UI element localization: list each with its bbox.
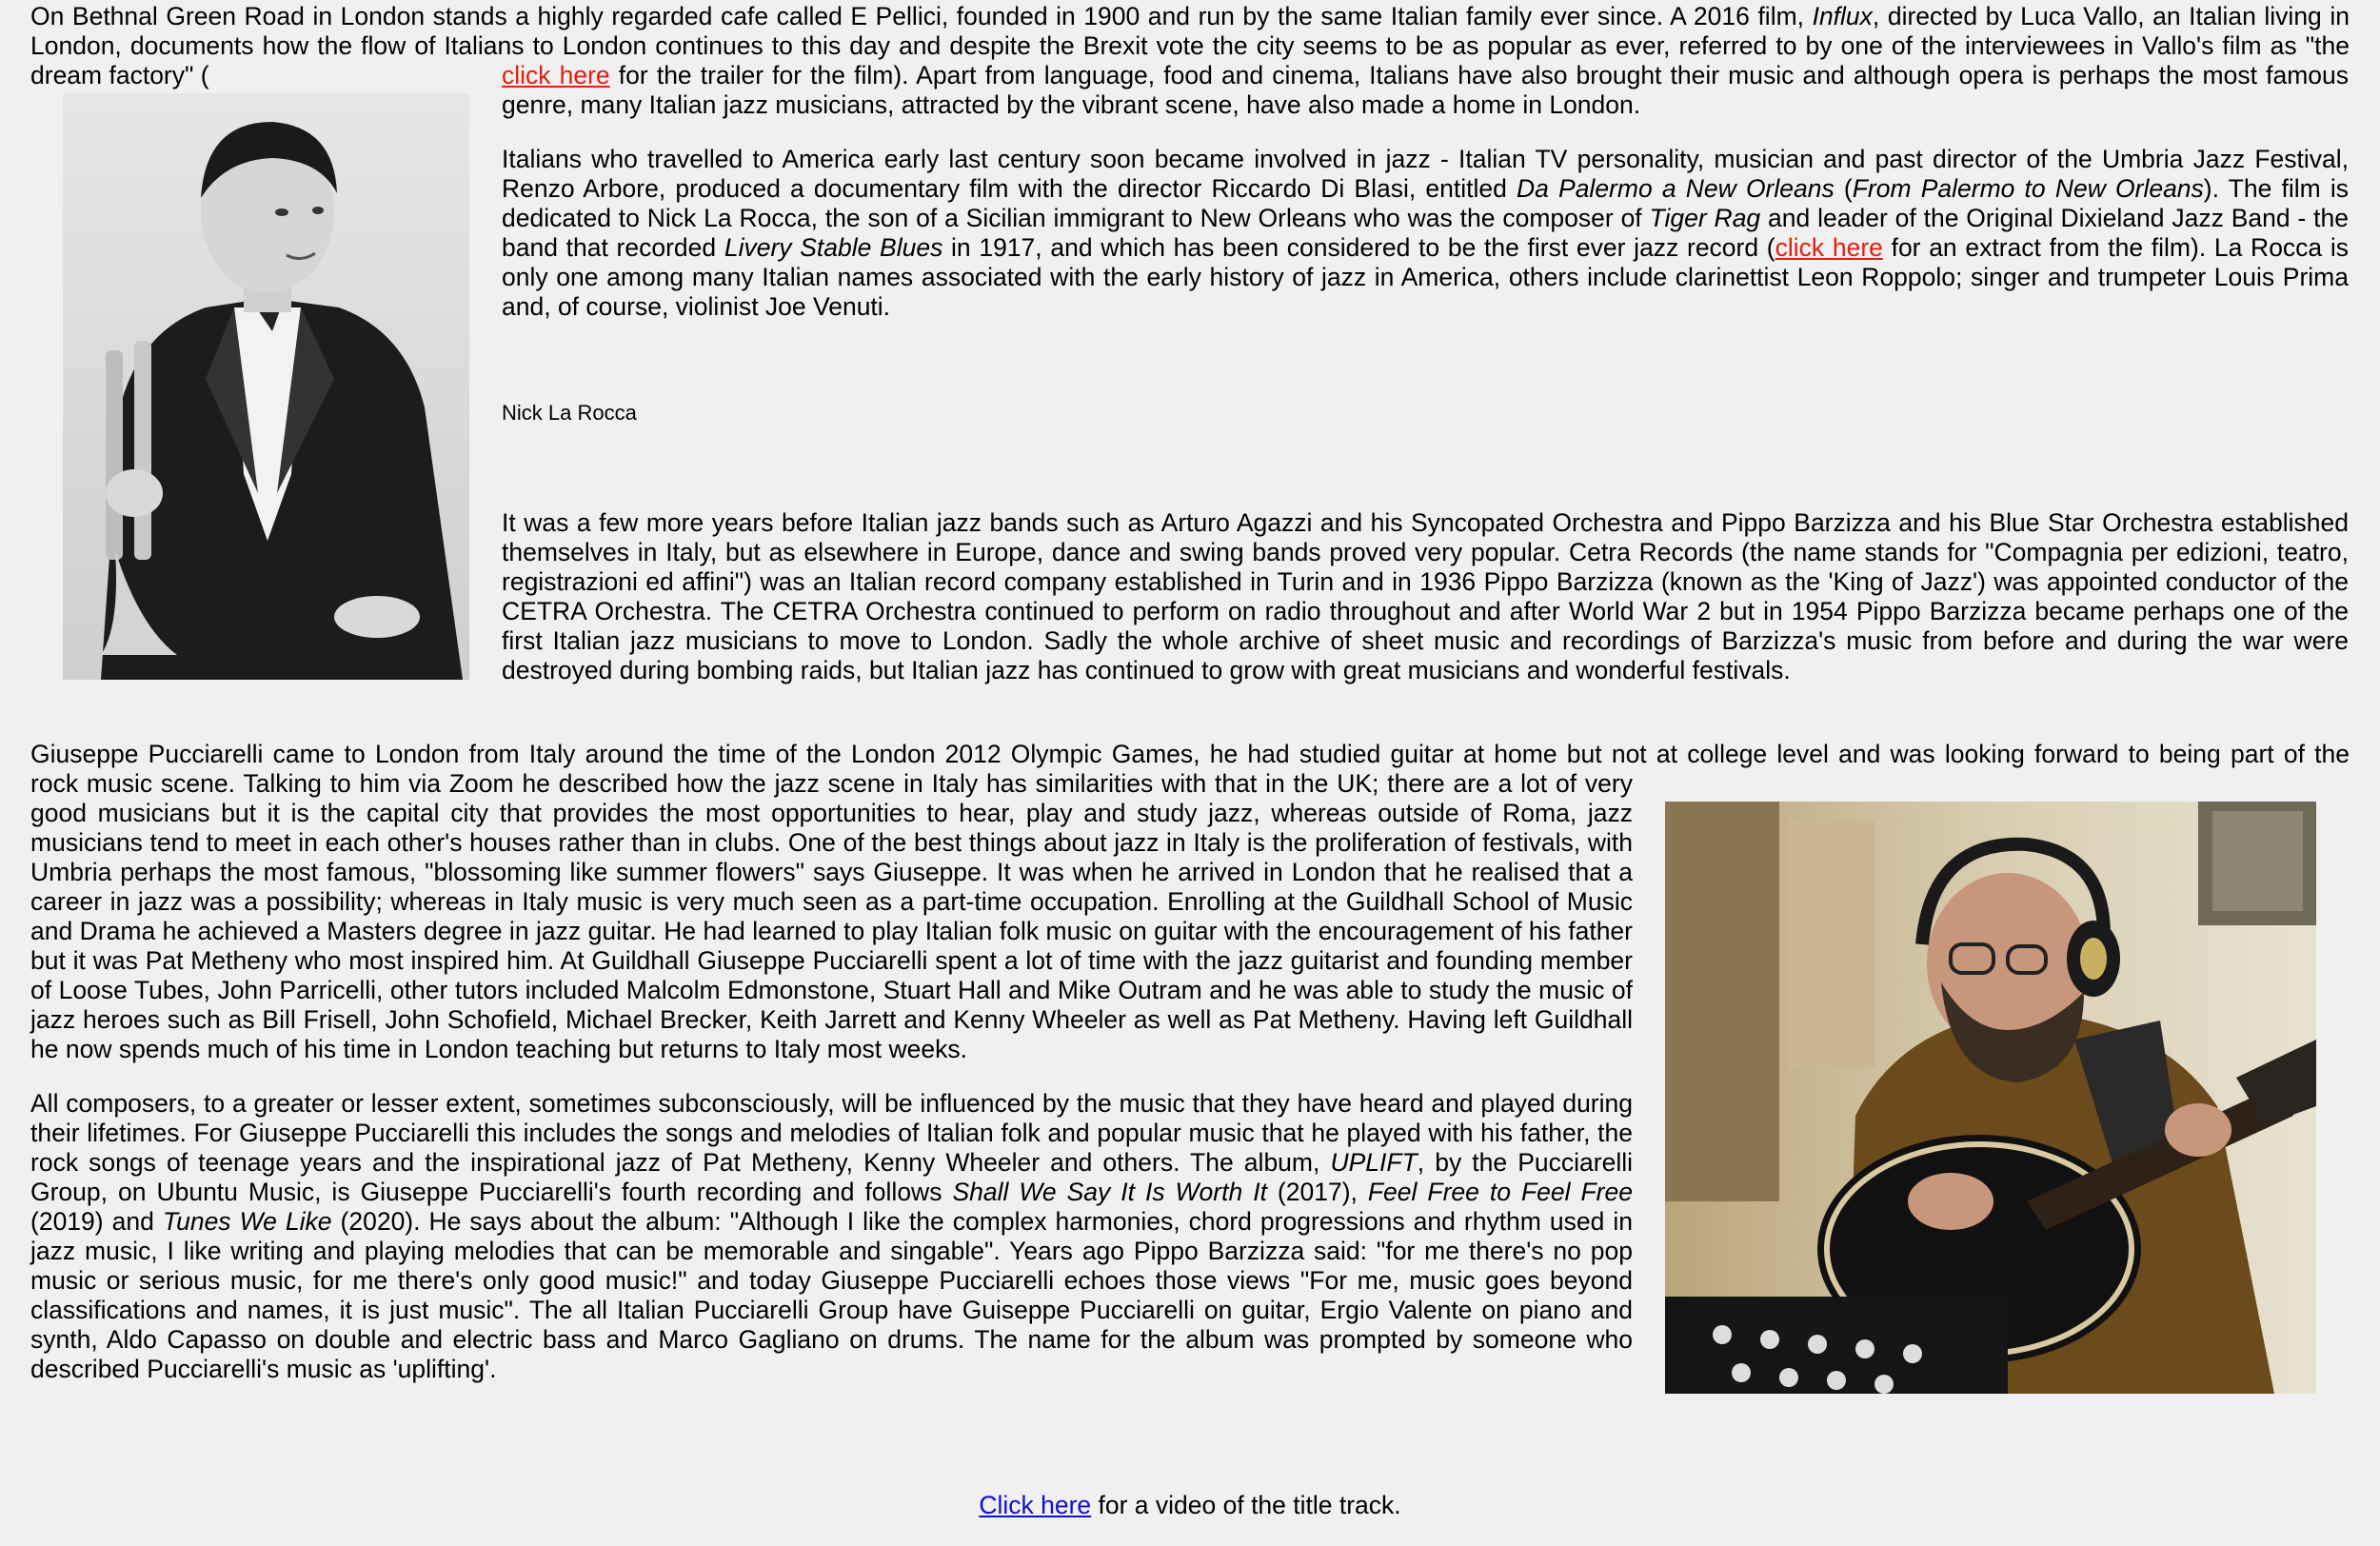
para2-text: for an extract from the film). La Rocca is only one among many Italian names associated with the early history of jazz in America, others include clarinettist Leon Roppolo; singer and trumpeter Louis Prima and, of course, violinist Joe Venuti. xyxy=(502,233,2349,321)
para5-text: , by the Pucciarelli Group, on Ubuntu Music, is Giuseppe Pucciarelli's fourth recording and follows xyxy=(30,1148,1633,1206)
para5-text: (2017), xyxy=(1266,1178,1368,1206)
intro-text-continued: for the trailer for the film). Apart from language, food and cinema, Italians have also brought their music and although opera is perhaps the most famous genre, many Italian jazz musicians, attracted by the vibrant scene, have also made a home in London. xyxy=(502,61,2349,119)
footer xyxy=(0,1491,2380,1520)
para2-text: ). The film is dedicated to Nick La Rocca, the son of a Sicilian immigrant to New Orleans who was the composer of xyxy=(502,174,2350,232)
section1-text-b xyxy=(502,508,2349,685)
para2-text: and leader of the Original Dixieland Jazz Band - the band that recorded xyxy=(502,204,2349,262)
record-title-2: Feel Free to Feel Free xyxy=(1367,1178,1633,1206)
para5-text: All composers, to a greater or lesser extent, sometimes subconsciously, will be influenced by the music that they have heard and played during their lifetimes. For Giuseppe Pucciarelli this includes the songs and melodies of Italian folk and popular music that he played with his father, the rock songs of teenage years and the inspirational jazz of Pat Metheny, Kenny Wheeler and others. The album, xyxy=(30,1089,1633,1177)
record-title-1: Shall We Say It Is Worth It xyxy=(952,1178,1267,1206)
pucciarelli-paragraph: rock music scene. Talking to him via Zoom he described how the jazz scene in Italy has similarities with that in the UK; there are a lot of very good musicians but it is the capital city that provides the most opportunities to hear, play and study jazz, whereas outside of Roma, jazz musicians tend to meet in each other's houses rather than in clubs. One of the best things about jazz in Italy is the proliferation of festivals, with Umbria perhaps the most famous, "blossoming like summer flowers" says Giuseppe. It was when he arrived in London that he realised that a career in jazz was a possibility; whereas in Italy music is very much seen as a part-time occupation. Enrolling at the Guildhall School of Music and Drama he achieved a Masters degree in jazz guitar. He had learned to play Italian folk music on guitar with the encouragement of his father but it was Pat Metheny who most inspired him. At Guildhall Giuseppe Pucciarelli spent a lot of time with the jazz guitarist and founding member of Loose Tubes, John Parricelli, other tutors included Malcolm Edmonstone, Stuart Hall and Mike Outram and he was able to study the music of jazz heroes such as Bill Frisell, John Schofield, Michael Brecker, Keith Jarrett and Kenny Wheeler as well as Pat Metheny. Having left Guildhall he now spends much of his time in London teaching but returns to Italy most weeks. xyxy=(30,769,1633,1063)
nick-la-rocca-photo xyxy=(63,93,469,680)
film-title-english: From Palermo to New Orleans xyxy=(1852,174,2204,203)
uplift-paragraph xyxy=(30,1089,1633,1384)
pucciarelli-first-line: Giuseppe Pucciarelli came to London from Italy around the time of the London 2012 Olympic Games, he had studied guitar at home but not at college level and was looking forward to being part of the xyxy=(30,740,2350,768)
video-link[interactable]: Click here xyxy=(979,1491,1092,1519)
para2-text: ( xyxy=(1834,174,1853,203)
photo-caption: Nick La Rocca xyxy=(502,401,637,425)
song-livery-stable-blues: Livery Stable Blues xyxy=(724,233,943,262)
film-extract-link[interactable]: click here xyxy=(1775,233,1883,262)
album-title-uplift: UPLIFT xyxy=(1330,1148,1418,1177)
trumpeter-portrait-image xyxy=(63,93,469,680)
film-title-influx: Influx xyxy=(1812,2,1873,30)
para5-text: (2019) and xyxy=(30,1207,163,1236)
para5-text: (2020). He says about the album: "Although I like the complex harmonies, chord progressions and rhythm used in jazz music, I like writing and playing melodies that can be memorable and singable". Years ago Pippo Barzizza said: "for me there's no pop music or serious music, for me there's only good music!" and today Giuseppe Pucciarelli echoes those views "For me, music goes beyond classifications and names, it is just music". The all Italian Pucciarelli Group have Guiseppe Pucciarelli on guitar, Ergio Valente on piano and synth, Aldo Capasso on double and electric bass and Marco Gagliano on drums. The name for the album was prompted by someone who described Pucciarelli's music as 'uplifting'. xyxy=(30,1207,1634,1383)
la-rocca-paragraph xyxy=(502,145,2349,322)
section2-text xyxy=(30,769,1633,1409)
barzizza-paragraph: It was a few more years before Italian jazz bands such as Arturo Agazzi and his Syncopated Orchestra and Pippo Barzizza and his Blue Star Orchestra established themselves in Italy, but as elsewhere in Europe, dance and swing bands proved very popular. Cetra Records (the name stands for "Compagnia per edizioni, teatro, registrazioni ed affini") was an Italian record company established in Turin and in 1936 Pippo Barzizza (known as the 'King of Jazz') was appointed conductor of the CETRA Orchestra. The CETRA Orchestra continued to perform on radio throughout and after World War 2 but in 1954 Pippo Barzizza became perhaps one of the first Italian jazz musicians to move to London. Sadly the whole archive of sheet music and recordings of Barzizza's music from before and during the war were destroyed during bombing raids, but Italian jazz has continued to grow with great musicians and wonderful festivals. xyxy=(502,508,2349,684)
footer-text: for a video of the title track. xyxy=(1091,1491,1401,1519)
giuseppe-pucciarelli-photo xyxy=(1665,802,2316,1394)
trailer-link[interactable]: click here xyxy=(502,61,610,89)
guitarist-image xyxy=(1665,802,2316,1394)
intro-text: , directed by Luca Vallo, an Italian living in London, documents how the flow of Italians to London continues to this day and despite the Brexit vote the city seems to be as popular as ever, referred to by one of the interviewees in Vallo's film as "the dream factory" ( xyxy=(30,2,2350,89)
section1-text xyxy=(502,61,2349,347)
para2-text: in 1917, and which has been considered to be the first ever jazz record ( xyxy=(942,233,1775,262)
song-tiger-rag: Tiger Rag xyxy=(1649,204,1761,232)
record-title-3: Tunes We Like xyxy=(162,1207,332,1236)
para2-text: Italians who travelled to America early last century soon became involved in jazz - Italian TV personality, musician and past director of the Umbria Jazz Festival, Renzo Arbore, produced a documentary film with the director Riccardo Di Blasi, entitled xyxy=(502,145,2349,203)
film-title-palermo: Da Palermo a New Orleans xyxy=(1516,174,1835,203)
intro-continuation xyxy=(502,61,2349,120)
intro-text: On Bethnal Green Road in London stands a highly regarded cafe called E Pellici, founded in 1900 and run by the same Italian family ever since. A 2016 film, xyxy=(30,2,1813,30)
